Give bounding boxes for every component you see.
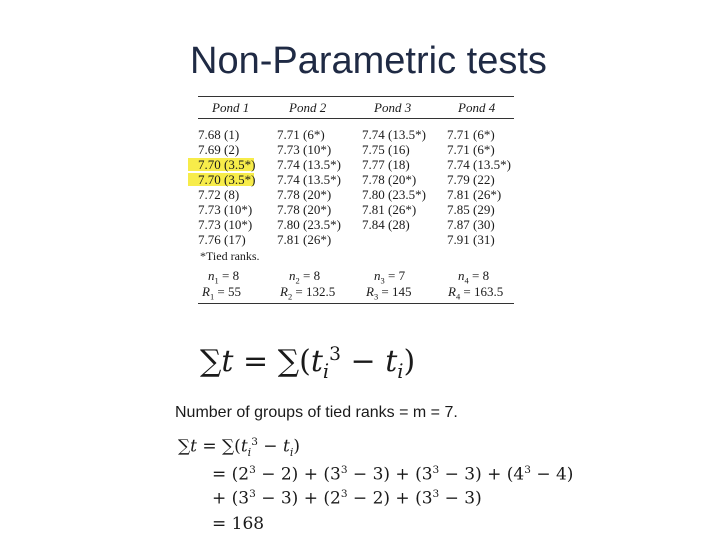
table-cell: 7.68 (1): [198, 127, 240, 142]
table-cell: 7.70 (3.5*): [198, 172, 256, 187]
n-value: 8: [313, 268, 321, 283]
table-cell: 7.74 (13.5*): [447, 157, 511, 172]
table-cell: 7.91 (31): [447, 232, 495, 247]
table-cell: 7.74 (13.5*): [277, 172, 341, 187]
column-header-pond-1: Pond 1: [212, 100, 250, 115]
n-subscript: 3: [380, 275, 385, 286]
table-cell: 7.69 (2): [198, 142, 240, 157]
tied-groups-text: Number of groups of tied ranks = m = 7.: [175, 404, 458, 421]
rank-sum-r4: $R_4 = 163.5$: [448, 284, 504, 302]
table-cell: 7.87 (30): [447, 217, 495, 232]
table-cell: 7.78 (20*): [277, 187, 332, 202]
rank-sum-r3: $R_3 = 145$: [366, 284, 412, 302]
sample-size-n3: $n_3 = 7$: [374, 268, 406, 286]
column-header-pond-4: Pond 4: [458, 100, 496, 115]
table-cell: 7.73 (10*): [277, 142, 332, 157]
rank-sum-r1: $R_1 = 55$: [202, 284, 242, 302]
table-cell: 7.77 (18): [362, 157, 410, 172]
n-symbol: n: [458, 268, 465, 283]
n-symbol: n: [289, 268, 296, 283]
table-cell: 7.75 (16): [362, 142, 410, 157]
n-subscript: 1: [214, 275, 219, 286]
table-cell: 7.71 (6*): [277, 127, 325, 142]
r-value: 132.5: [306, 284, 336, 299]
table-cell: 7.81 (26*): [447, 187, 502, 202]
table-cell: 7.78 (20*): [362, 172, 417, 187]
column-header-pond-3: Pond 3: [374, 100, 412, 115]
r-value: 145: [392, 284, 412, 299]
table-cell: 7.81 (26*): [277, 232, 332, 247]
r-value: 163.5: [474, 284, 504, 299]
r-subscript: 4: [455, 291, 461, 302]
table-cell: 7.81 (26*): [362, 202, 417, 217]
r-symbol: R: [280, 284, 288, 299]
rank-sum-r2: $R_2 = 132.5$: [280, 284, 336, 302]
table-cell: 7.76 (17): [198, 232, 246, 247]
table-cell: 7.73 (10*): [198, 202, 253, 217]
sample-size-n4: $n_4 = 8$: [458, 268, 490, 286]
n-value: 8: [482, 268, 490, 283]
calc-line-formula: $\sum t = \sum(t_i^3 - t_i)$: [178, 436, 300, 460]
r-subscript: 2: [287, 291, 293, 302]
calc-line-1: = $(2^3 - 2) + (3^3 - 3) + (3^3 - 3) + (4^3 - 4)$: [212, 464, 574, 485]
n-symbol: n: [374, 268, 381, 283]
table-cell: 7.73 (10*): [198, 217, 253, 232]
column-header-pond-2: Pond 2: [289, 100, 327, 115]
n-symbol: n: [208, 268, 215, 283]
table-cell: 7.74 (13.5*): [277, 157, 341, 172]
sample-size-n2: $n_2 = 8$: [289, 268, 321, 286]
table-cell: 7.72 (8): [198, 187, 240, 202]
n-value: 7: [398, 268, 406, 283]
sample-size-n1: $n_1 = 8$: [208, 268, 240, 286]
table-top-rule: [198, 96, 514, 97]
n-value: 8: [232, 268, 240, 283]
table-cell: 7.80 (23.5*): [277, 217, 341, 232]
table-cell: 7.71 (6*): [447, 142, 495, 157]
table-cell: 7.70 (3.5*): [198, 157, 256, 172]
n-subscript: 4: [464, 275, 469, 286]
tied-ranks-footnote: *Tied ranks.: [200, 249, 260, 263]
r-value: 55: [228, 284, 242, 299]
table-cell: 7.78 (20*): [277, 202, 332, 217]
r-symbol: R: [202, 284, 210, 299]
r-symbol: R: [366, 284, 374, 299]
n-subscript: 2: [295, 275, 300, 286]
calc-result: = 168: [212, 514, 265, 534]
r-subscript: 1: [209, 291, 215, 302]
tie-correction-formula: $\sum t = \sum(t_i^3 - t_i)$: [200, 344, 416, 383]
table-cell: 7.79 (22): [447, 172, 495, 187]
table-header-rule: [198, 118, 514, 119]
table-cell: 7.85 (29): [447, 202, 495, 217]
table-cell: 7.84 (28): [362, 217, 410, 232]
r-symbol: R: [448, 284, 456, 299]
calc-line-2: + $(3^3 - 3) + (2^3 - 2) + (3^3 - 3)$: [212, 488, 482, 509]
slide-title: Non-Parametric tests: [190, 40, 547, 82]
table-cell: 7.74 (13.5*): [362, 127, 426, 142]
r-subscript: 3: [373, 291, 379, 302]
table-cell: 7.71 (6*): [447, 127, 495, 142]
table-cell: 7.80 (23.5*): [362, 187, 426, 202]
table-bottom-rule: [198, 303, 514, 304]
